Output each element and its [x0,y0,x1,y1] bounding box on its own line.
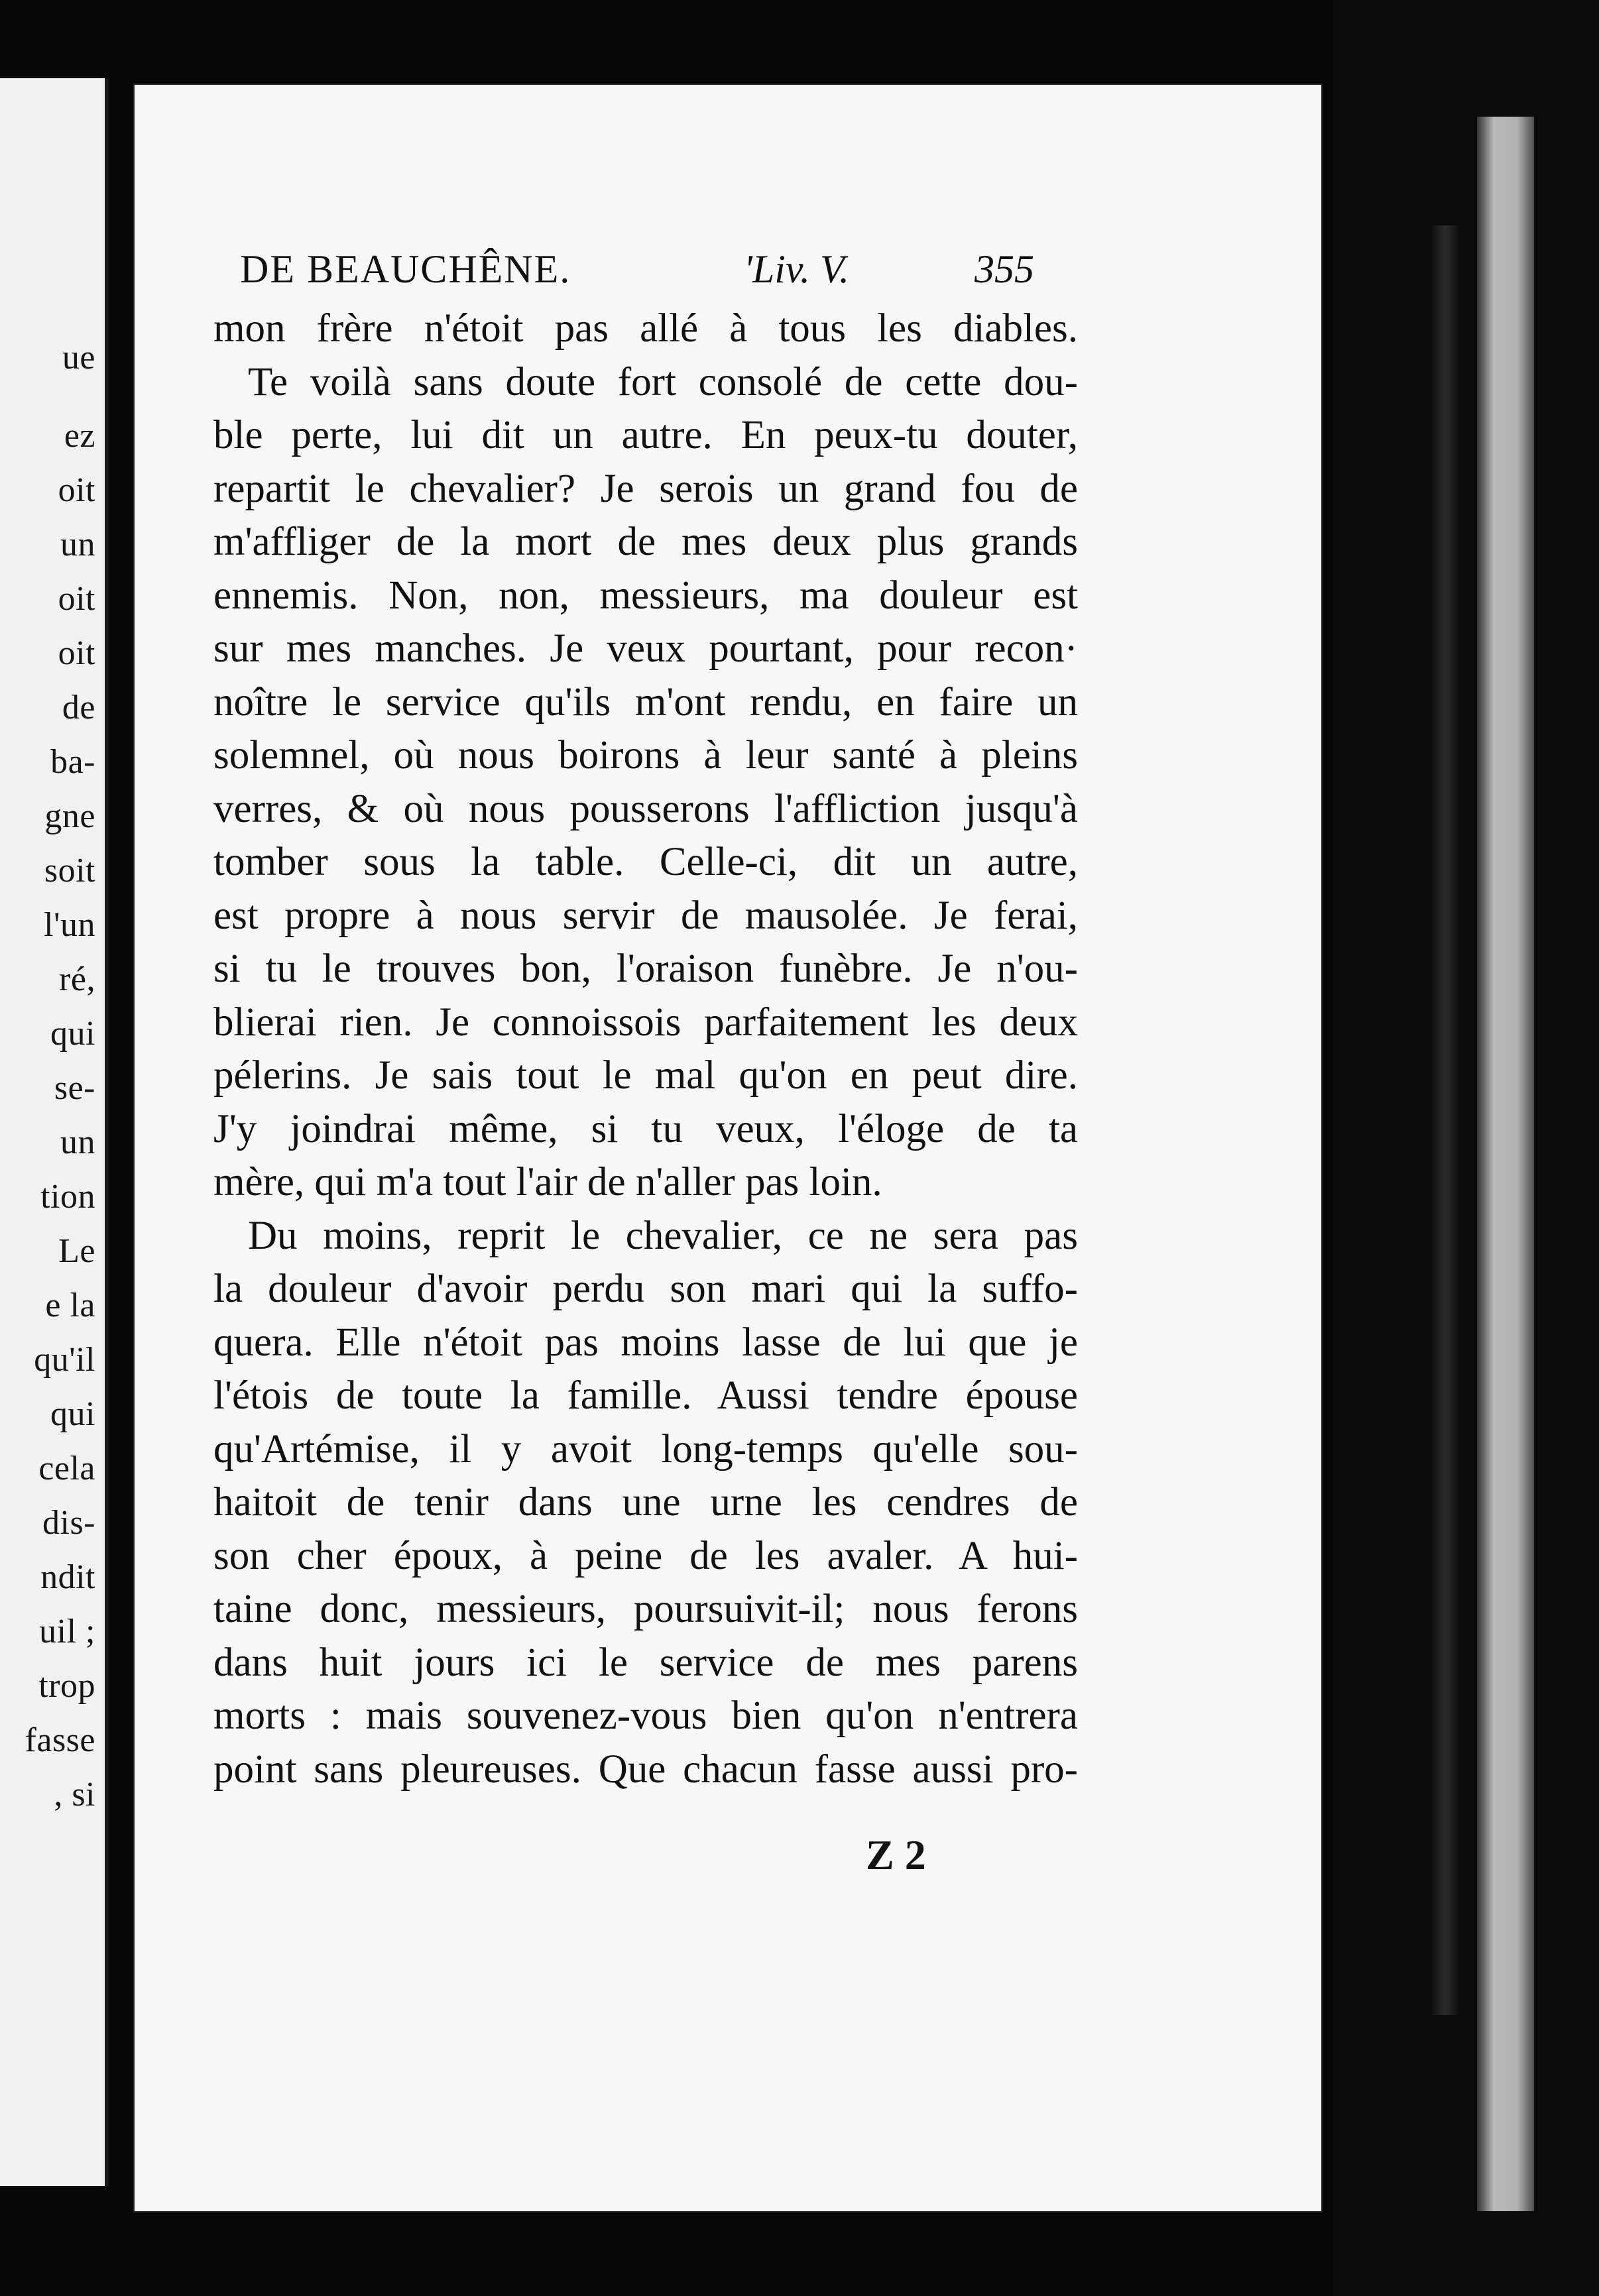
left-page-line: ue [62,339,95,376]
left-page-line: ba- [50,743,95,781]
signature-mark: Z 2 [866,1831,926,1878]
left-page-line: oit [58,634,95,672]
text-line: noître le service qu'ils m'ont rendu, en faire un [213,679,1078,724]
left-page-line: un [60,1123,95,1161]
left-page-line: trop [38,1667,95,1705]
left-page-line: , si [54,1776,95,1813]
next-page-edge [1477,117,1534,2211]
left-page-line: e la [45,1287,95,1324]
text-line: ennemis. Non, non, messieurs, ma douleur est [213,573,1078,618]
left-page-line: cela [38,1450,95,1487]
page-number: 355 [975,247,1034,291]
text-line: repartit le chevalier? Je serois un grand fou de [213,466,1078,511]
body-text [213,302,1078,1796]
text-line: Du moins, reprit le chevalier, ce ne sera pas [248,1213,1078,1258]
text-line: J'y joindrai même, si tu veux, l'éloge de ta [213,1106,1078,1151]
text-line: est propre à nous servir de mausolée. Je ferai, [213,893,1078,938]
left-page-line: gne [44,797,95,835]
text-line: Te voilà sans doute fort consolé de cette dou- [248,359,1078,404]
text-line: mère, qui m'a tout l'air de n'aller pas loin. [213,1160,882,1204]
left-page-line: fasse [25,1721,95,1759]
left-page-line: oit [58,471,95,509]
text-line: solemnel, où nous boirons à leur santé à pleins [213,733,1078,777]
left-page-line: uil ; [39,1613,95,1650]
binding-groove [1432,225,1458,2015]
left-page-line: ré, [59,960,95,998]
left-page-line: qui [50,1015,95,1053]
text-line: taine donc, messieurs, poursuivit-il; nous ferons [213,1587,1078,1631]
left-page-line: qui [50,1395,95,1433]
text-line: point sans pleureuses. Que chacun fasse aussi pro- [213,1747,1078,1792]
text-line: son cher époux, à peine de les avaler. A hui- [213,1533,1078,1578]
text-line: la douleur d'avoir perdu son mari qui la suffo- [213,1267,1078,1311]
left-page-line: ndit [40,1558,95,1596]
left-page-line: un [60,526,95,563]
left-page-line: oit [58,580,95,618]
running-head [240,247,1095,300]
text-line: dans huit jours ici le service de mes parens [213,1640,1078,1685]
left-page-line: ez [64,417,95,455]
text-line: ble perte, lui dit un autre. En peux-tu douter, [213,413,1078,457]
book-binding-edge [1332,0,1599,2296]
left-page-fragment [0,78,109,2186]
left-page-line: tion [40,1178,95,1216]
left-page-line: soit [44,852,95,890]
text-line: si tu le trouves bon, l'oraison funèbre. Je n'ou- [213,947,1078,991]
text-line: quera. Elle n'étoit pas moins lasse de lui que je [213,1320,1078,1365]
left-page-line: Le [58,1232,95,1270]
text-line: m'affliger de la mort de mes deux plus grands [213,520,1078,564]
left-page-line: qu'il [34,1341,95,1379]
text-line: l'étois de toute la famille. Aussi tendre épouse [213,1373,1078,1418]
text-line: pélerins. Je sais tout le mal qu'on en peut dire. [213,1053,1078,1098]
running-title: DE BEAUCHÊNE. [240,247,571,291]
text-line: qu'Artémise, il y avoit long-temps qu'elle sou- [213,1426,1078,1471]
left-page-line: se- [54,1069,95,1107]
text-line: blierai rien. Je connoissois parfaitement les deux [213,1000,1078,1045]
text-line: verres, & où nous pousserons l'affliction jusqu'à [213,786,1078,831]
text-line: haitoit de tenir dans une urne les cendres de [213,1480,1078,1524]
text-line: morts : mais souvenez-vous bien qu'on n'entrera [213,1693,1078,1738]
text-line: tomber sous la table. Celle-ci, dit un autre, [213,840,1078,884]
book-number: 'Liv. V. [744,247,849,291]
left-page-line: dis- [42,1504,95,1542]
left-page-line: de [62,689,95,726]
text-line: sur mes manches. Je veux pourtant, pour recon· [213,626,1078,671]
left-page-line: l'un [44,906,95,944]
text-line: mon frère n'étoit pas allé à tous les diables. [213,306,1078,351]
